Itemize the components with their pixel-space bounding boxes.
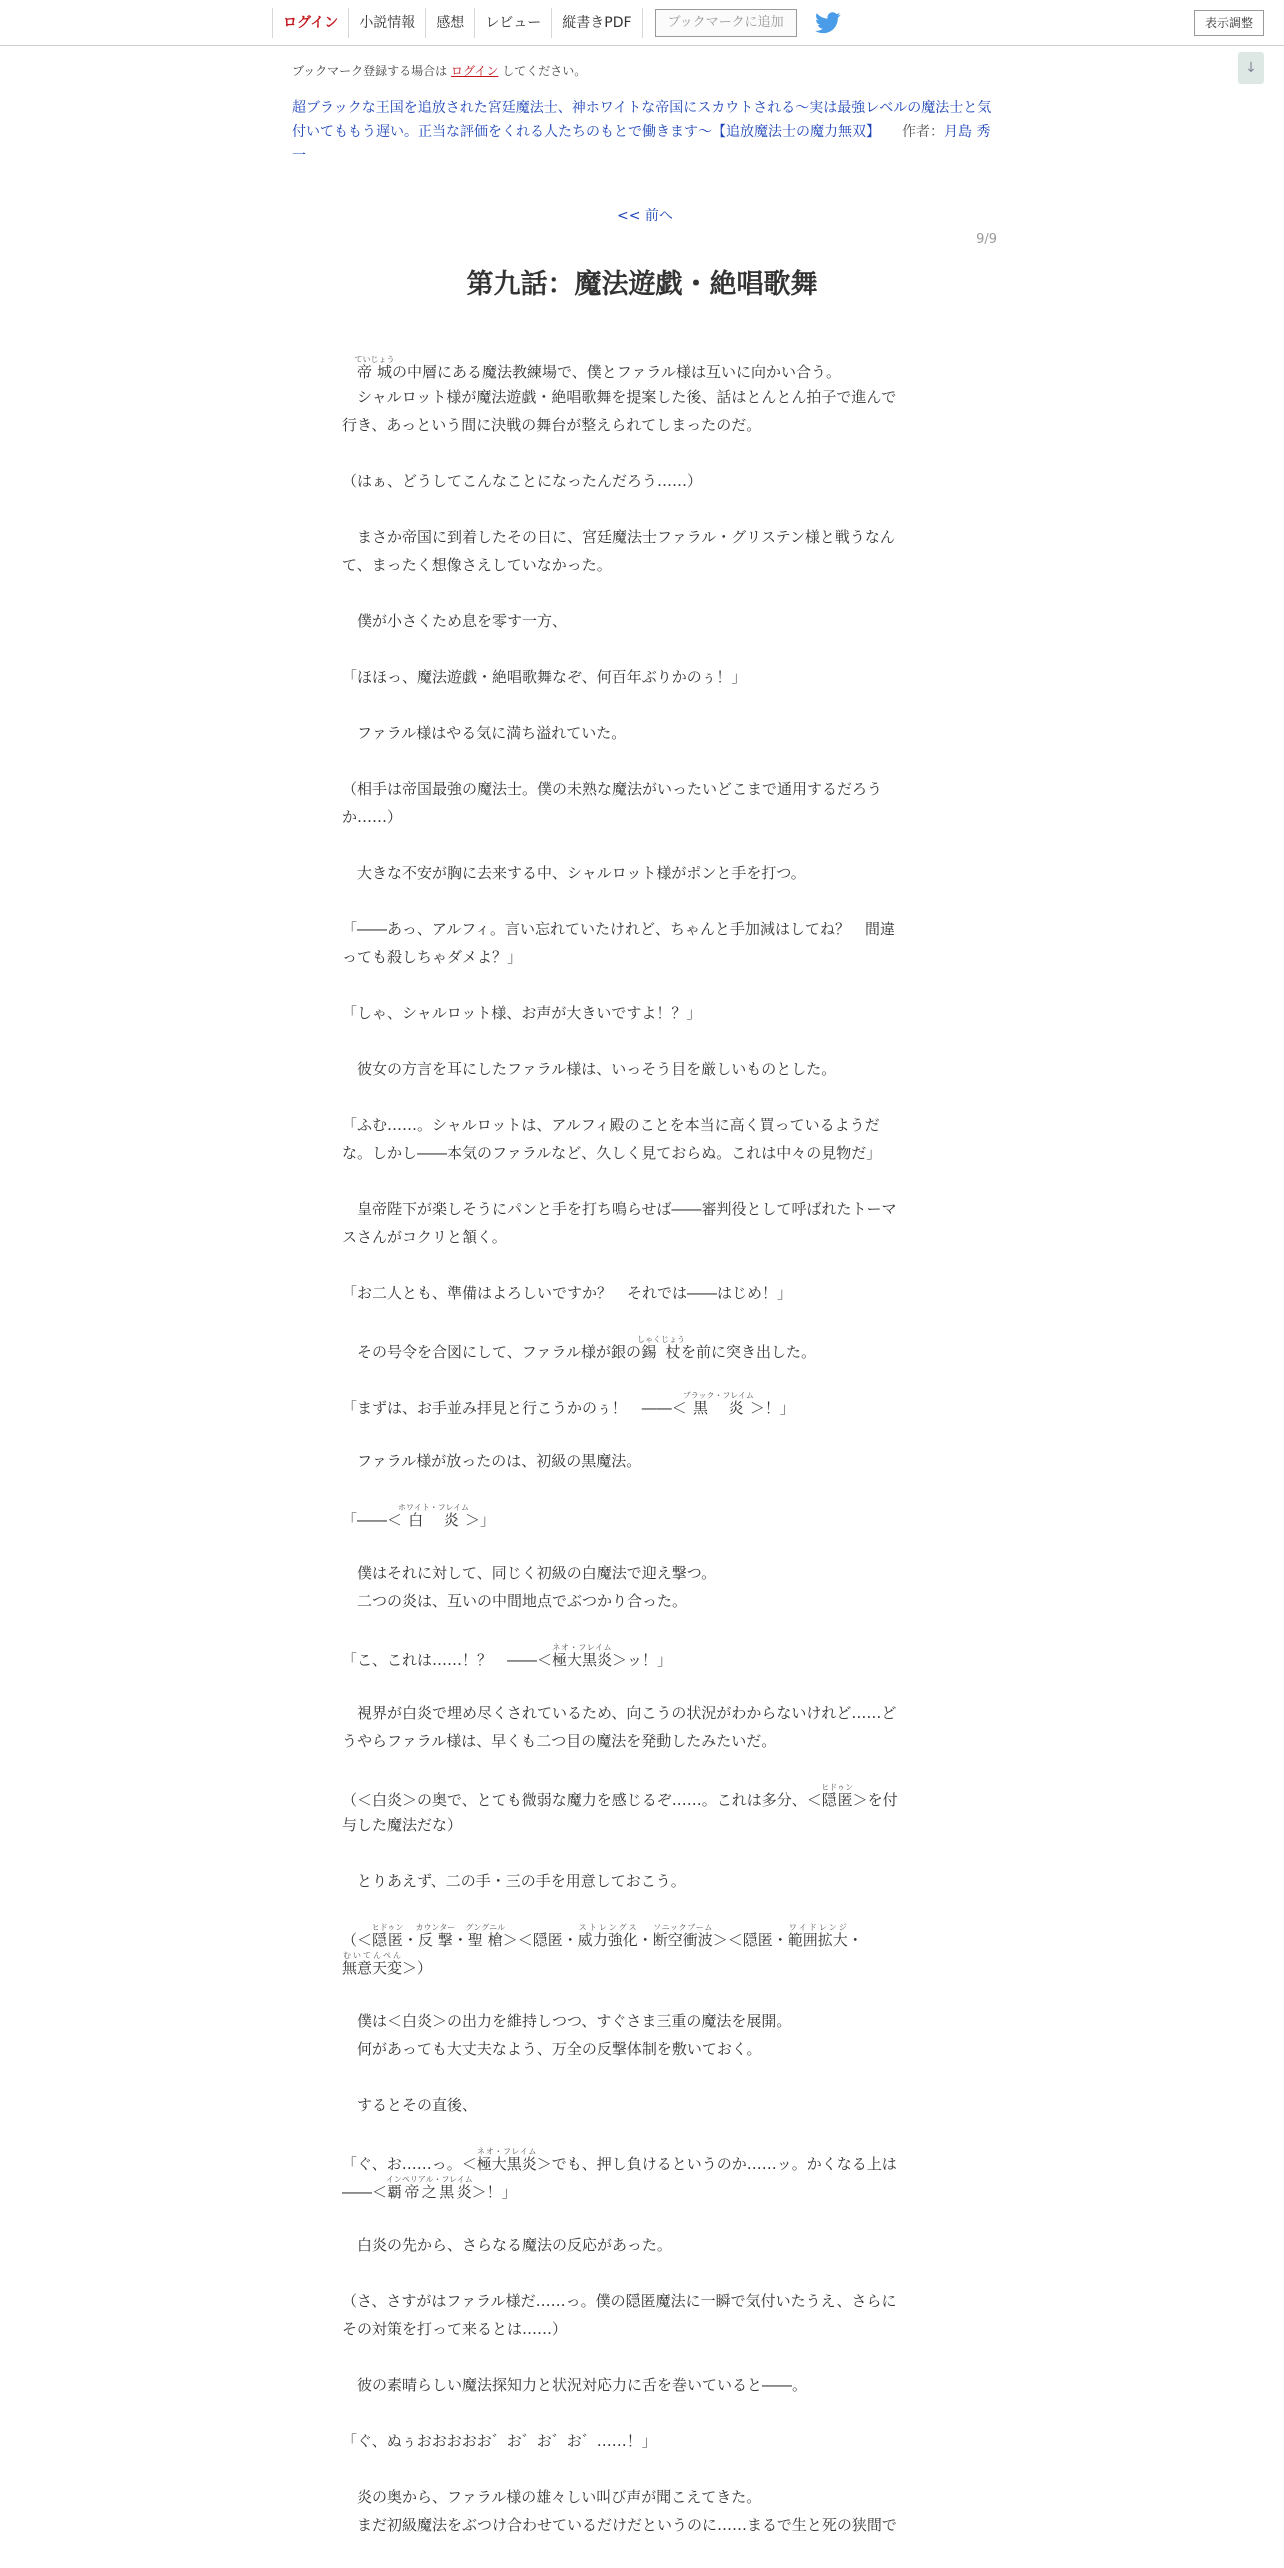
nav-impressions-link[interactable]: 感想 — [425, 8, 474, 38]
body-text-line: 大きな不安が胸に去来する中、シャルロット様がポンと手を打つ。 — [342, 864, 806, 882]
furigana-ruby: 極大黒炎ネオ・フレイム — [476, 2147, 537, 2173]
bookmark-note-login-link[interactable]: ログイン — [451, 64, 499, 78]
body-text-line: 「ふむ……。シャルロットは、アルフィ殿のことを本当に高く買っているようだ — [342, 1116, 880, 1134]
novel-title-link[interactable]: 超ブラックな王国を追放された宮廷魔法士、神ホワイトな帝国にスカウトされる～実は最強レベルの魔法士と気付いてももう遅い。正当な評価をくれる人たちのもとで働きます～【追放魔法士の魔力無双】 — [292, 100, 992, 140]
furigana-ruby: 白炎ホワイト・フレイム — [398, 1503, 470, 1529]
body-text-line — [342, 1755, 942, 1783]
body-text-line: 「ほほっ、魔法遊戯・絶唱歌舞なぞ、何百年ぶりかのぅ！」 — [342, 668, 747, 686]
body-text-line — [342, 2343, 942, 2371]
body-text-line: 白炎の先から、さらなる魔法の反応があった。 — [342, 2236, 672, 2254]
body-text-line: 帝城ていじょうの中層にある魔法教練場で、僕とファラル様は互いに向かい合う。 — [354, 355, 841, 381]
body-text-line — [342, 1419, 942, 1447]
body-text-line — [342, 2119, 942, 2147]
body-text-line: っても殺しちゃダメよ？」 — [342, 948, 523, 966]
body-text-line: 二つの炎は、互いの中間地点でぶつかり合った。 — [342, 1592, 688, 1610]
body-text-line: するとその直後、 — [342, 2096, 478, 2114]
furigana-ruby: 反撃カウンター — [415, 1923, 456, 1949]
twitter-icon[interactable] — [815, 12, 841, 34]
body-text-line: か……） — [342, 808, 403, 826]
body-text-line: 僕が小さくため息を零す一方、 — [342, 612, 568, 630]
furigana-ruby: 黒炎ブラック・フレイム — [682, 1391, 754, 1417]
body-text-line: 何があっても大丈夫なよう、万全の反撃体制を敷いておく。 — [342, 2040, 762, 2058]
body-text-line: （＜隠匿ヒドゥン・反撃カウンター・聖槍グングニル＞＜隠匿・威力強化ストレングス・断空衝波ソニックブーム＞＜隠匿・範囲拡大ワイドレンジ・ — [342, 1923, 863, 1949]
body-text-line — [342, 1531, 942, 1559]
body-text-line — [342, 1839, 942, 1867]
body-text-line — [342, 1615, 942, 1643]
nav-review-link[interactable]: レビュー — [474, 8, 551, 38]
furigana-ruby: 覇帝之黒炎インペリアル・フレイム — [385, 2175, 473, 2201]
body-text-line — [342, 1475, 942, 1503]
body-text-line — [342, 1363, 942, 1391]
body-text-line — [342, 1027, 942, 1055]
furigana-ruby: 威力強化ストレングス — [577, 1923, 638, 1949]
body-text-line: シャルロット様が魔法遊戯・絶唱歌舞を提案した後、話はとんとん拍子で進んで — [342, 388, 897, 406]
body-text-line: 僕は＜白炎＞の出力を維持しつつ、すぐさま三重の魔法を展開。 — [342, 2012, 792, 2030]
body-text-line: 「ぐ、ぬぅおおおおお゛お゛お゛お゛……！」 — [342, 2432, 657, 2450]
body-text-line: スさんがコクリと頷く。 — [342, 1228, 507, 1246]
body-text-line: 与した魔法だな） — [342, 1816, 463, 1834]
bookmark-note-before: ブックマーク登録する場合は — [292, 64, 448, 78]
furigana-ruby: 聖槍グングニル — [465, 1923, 506, 1949]
nav-vertical-pdf-link[interactable]: 縦書きPDF — [551, 8, 642, 38]
bookmark-note-after: してください。 — [502, 64, 587, 78]
body-text-line: 「お二人とも、準備はよろしいですか？ それでは――はじめ！」 — [342, 1284, 793, 1302]
furigana-ruby: 断空衝波ソニックブーム — [652, 1923, 713, 1949]
furigana-ruby: 隠匿ヒドゥン — [371, 1923, 404, 1949]
body-text-line: その対策を打って来るとは……） — [342, 2320, 568, 2338]
body-text-line: ファラル様が放ったのは、初級の黒魔法。 — [342, 1452, 642, 1470]
body-text-line: 視界が白炎で埋め尽くされているため、向こうの状況がわからないけれど……ど — [342, 1704, 897, 1722]
body-text-line: ファラル様はやる気に満ち溢れていた。 — [342, 724, 627, 742]
body-text-line: まさか帝国に到着したその日に、宮廷魔法士ファラル・グリステン様と戦うなん — [342, 528, 895, 546]
body-text-line — [342, 1671, 942, 1699]
bookmark-note — [292, 62, 586, 79]
body-text-line: とりあえず、二の手・三の手を用意しておこう。 — [342, 1872, 686, 1890]
furigana-ruby: 帝城ていじょう — [354, 355, 395, 381]
body-text-line — [342, 1307, 942, 1335]
display-settings-button[interactable]: 表示調整 — [1194, 10, 1264, 36]
body-text-line: 炎の奥から、ファラル様の雄々しい叫び声が聞こえてきた。 — [342, 2488, 762, 2506]
furigana-ruby: 極大黒炎ネオ・フレイム — [552, 1643, 613, 1669]
novel-title-block — [292, 96, 992, 168]
body-text-line: （相手は帝国最強の魔法士。僕の未熟な魔法がいったいどこまで通用するだろう — [342, 780, 883, 798]
body-text-line: その号令を合図にして、ファラル様が銀の錫杖しゃくじょうを前に突き出した。 — [342, 1335, 816, 1361]
body-text-line — [342, 1083, 942, 1111]
body-text-line: 彼の素晴らしい魔法探知力と状況対応力に舌を巻いていると――。 — [342, 2376, 808, 2394]
author-name-link[interactable]: 月島 秀一 — [292, 124, 991, 164]
author-label: 作者： — [902, 124, 944, 140]
body-text-line — [342, 2399, 942, 2427]
nav-menu — [272, 8, 841, 38]
body-text-line: て、まったく想像さえしていなかった。 — [342, 556, 612, 574]
body-text-line — [342, 2455, 942, 2483]
body-text-line — [342, 1979, 942, 2007]
body-text-line — [342, 2063, 942, 2091]
body-text-line: （＜白炎＞の奥で、とても微弱な魔力を感じるぞ……。これは多分、＜隠匿ヒドゥン＞を付 — [342, 1783, 898, 1809]
body-text-line: 「こ、これは……！？ ――＜極大黒炎ネオ・フレイム＞ッ！」 — [342, 1643, 673, 1669]
body-text-line: 「まずは、お手並み拝見と行こうかのぅ！ ――＜黒炎ブラック・フレイム＞！」 — [342, 1391, 795, 1417]
chapter-body — [342, 355, 942, 2539]
body-text-line: 彼女の方言を耳にしたファラル様は、いっそう目を厳しいものとした。 — [342, 1060, 837, 1078]
furigana-ruby: 範囲拡大ワイドレンジ — [787, 1923, 848, 1949]
body-text-line: 「ぐ、お……っ。＜極大黒炎ネオ・フレイム＞でも、押し負けるというのか……ッ。かくなる上は — [342, 2147, 897, 2173]
body-text-line — [342, 1167, 942, 1195]
nav-login-link[interactable]: ログイン — [272, 8, 348, 38]
furigana-ruby: 錫杖しゃくじょう — [636, 1335, 685, 1361]
body-text-line: ――＜覇帝之黒炎インペリアル・フレイム＞！」 — [342, 2175, 517, 2201]
body-text-line — [342, 635, 942, 663]
body-text-line: うやらファラル様は、早くも二つ目の魔法を発動したみたいだ。 — [342, 1732, 777, 1750]
body-text-line: 「――＜白炎ホワイト・フレイム＞」 — [342, 1503, 496, 1529]
furigana-ruby: 無意天変むいてんぺん — [342, 1951, 403, 1977]
body-text-line — [342, 971, 942, 999]
body-text-line — [342, 887, 942, 915]
body-text-line — [342, 747, 942, 775]
body-text-line — [342, 1251, 942, 1279]
body-text-line — [342, 2259, 942, 2287]
body-text-line — [342, 1895, 942, 1923]
nav-novel-info-link[interactable]: 小説情報 — [348, 8, 425, 38]
body-text-line — [342, 691, 942, 719]
body-text-line: 皇帝陛下が楽しそうにパンと手を打ち鳴らせば――審判役として呼ばれたトーマ — [342, 1200, 897, 1218]
top-navigation-bar — [0, 0, 1284, 46]
body-text-line: （はぁ、どうしてこんなことになったんだろう……） — [342, 472, 703, 490]
body-text-line — [342, 2203, 942, 2231]
page-count: 9/9 — [976, 232, 997, 247]
furigana-ruby: 隠匿ヒドゥン — [821, 1783, 854, 1809]
body-text-line: 「――あっ、アルフィ。言い忘れていたけれど、ちゃんと手加減はしてね？ 間違 — [342, 920, 896, 938]
body-text-line: （さ、さすがはファラル様だ……っ。僕の隠匿魔法に一瞬で気付いたうえ、さらに — [342, 2292, 897, 2310]
bookmark-add-button[interactable]: ブックマークに追加 — [655, 9, 797, 37]
body-text-line: 行き、あっという間に決戦の舞台が整えられてしまったのだ。 — [342, 416, 762, 434]
body-text-line — [342, 495, 942, 523]
body-text-line: まだ初級魔法をぶつけ合わせているだけだというのに……まるで生と死の狭間で — [342, 2516, 897, 2534]
body-text-line: 「しゃ、シャルロット様、お声が大きいですよ！？」 — [342, 1004, 702, 1022]
body-text-line — [342, 579, 942, 607]
body-text-line: な。しかし――本気のファラルなど、久しく見ておらぬ。これは中々の見物だ」 — [342, 1144, 882, 1162]
chapter-title: 第九話：魔法遊戯・絶唱歌舞 — [466, 269, 818, 300]
body-text-line — [342, 439, 942, 467]
scroll-down-icon[interactable]: ↓ — [1238, 52, 1264, 84]
body-text-line: 無意天変むいてんぺん＞） — [342, 1951, 433, 1977]
body-text-line — [342, 831, 942, 859]
body-text-line: 僕はそれに対して、同じく初級の白魔法で迎え撃つ。 — [342, 1564, 717, 1582]
prev-page-link[interactable]: << 前へ — [617, 208, 673, 224]
